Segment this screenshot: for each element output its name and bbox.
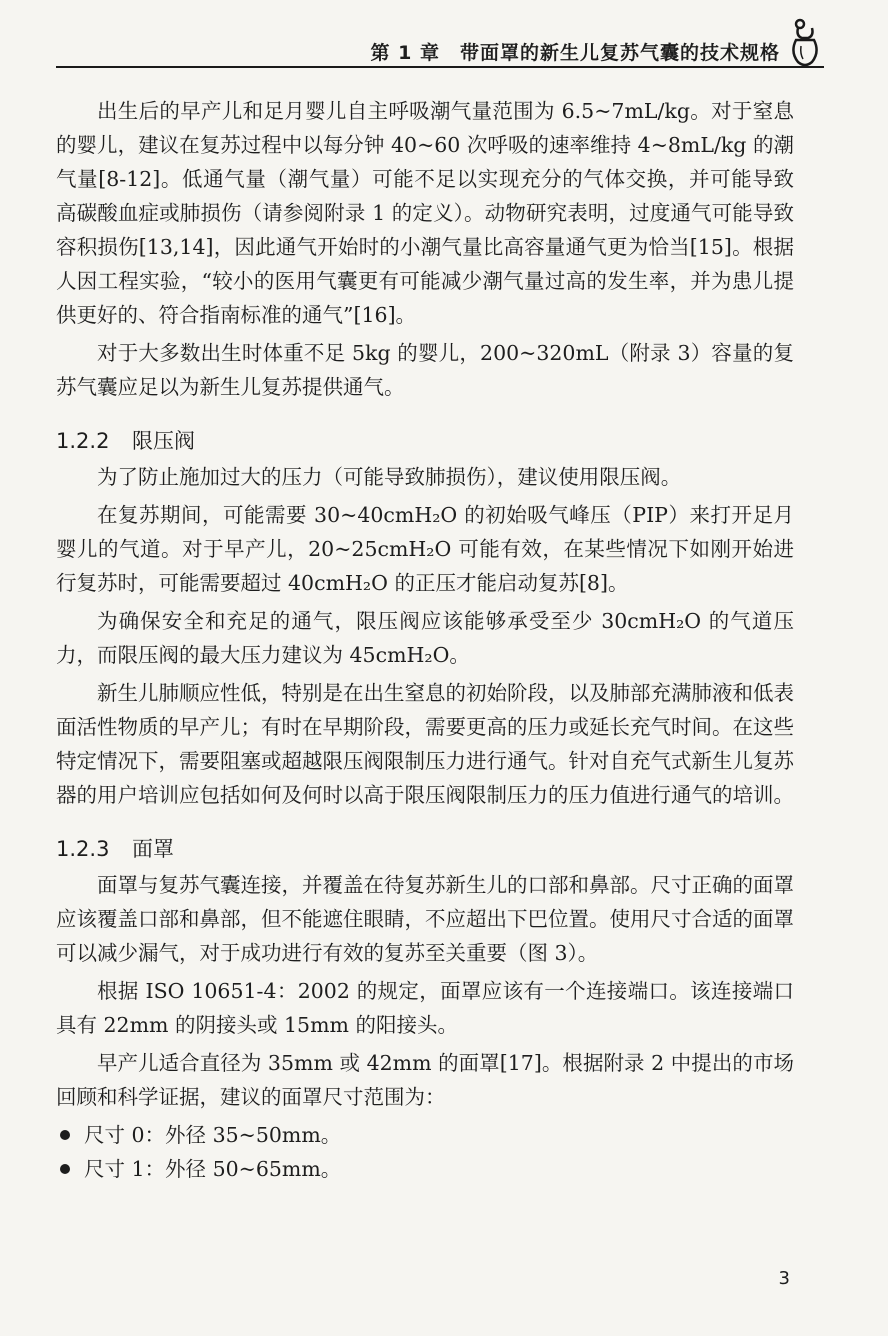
page-body [56, 94, 794, 1186]
resuscitator-bag-icon [788, 18, 822, 68]
paragraph: 根据 ISO 10651-4：2002 的规定，面罩应该有一个连接端口。该连接端口具有 22mm 的阴接头或 15mm 的阳接头。 [56, 979, 794, 1037]
bullet-icon [60, 1164, 70, 1174]
chapter-title: 第 1 章 带面罩的新生儿复苏气囊的技术规格 [370, 42, 780, 64]
list-item: 尺寸 1：外径 50~65mm。 [56, 1152, 794, 1186]
running-header [56, 36, 824, 68]
paragraph: 在复苏期间，可能需要 30~40cmH₂O 的初始吸气峰压（PIP）来打开足月婴儿的气道。对于早产儿，20~25cmH₂O 可能有效，在某些情况下如刚开始进行复苏时，可能需要超过 40cmH₂O 的正压才能启动复苏[8]。 [56, 503, 794, 595]
section-title: 面罩 [132, 837, 174, 861]
paragraph: 面罩与复苏气囊连接，并覆盖在待复苏新生儿的口部和鼻部。尺寸正确的面罩应该覆盖口部和鼻部，但不能遮住眼睛，不应超出下巴位置。使用尺寸合适的面罩可以减少漏气，对于成功进行有效的复苏至关重要（图 3）。 [56, 873, 794, 965]
paragraph: 新生儿肺顺应性低，特别是在出生窒息的初始阶段，以及肺部充满肺液和低表面活性物质的早产儿；有时在早期阶段，需要更高的压力或延长充气时间。在这些特定情况下，需要阻塞或超越限压阀限制压力进行通气。针对自充气式新生儿复苏器的用户培训应包括如何及何时以高于限压阀限制压力的压力值进行通气的培训。 [56, 681, 794, 807]
paragraph: 出生后的早产儿和足月婴儿自主呼吸潮气量范围为 6.5~7mL/kg。对于窒息的婴儿，建议在复苏过程中以每分钟 40~60 次呼吸的速率维持 4~8mL/kg 的潮气量[8-12]。低通气量（潮气量）可能不足以实现充分的气体交换，并可能导致高碳酸血症或肺损伤（请参阅附录 1 的定义）。动物研究表明，过度通气可能导致容积损伤[13,14]，因此通气开始时的小潮气量比高容量通气更为恰当[15]。根据人因工程实验，“较小的医用气囊更有可能减少潮气量过高的发生率，并为患儿提供更好的、符合指南标准的通气”[16]。 [56, 99, 794, 327]
bullet-icon [60, 1130, 70, 1140]
section-title: 限压阀 [132, 429, 195, 453]
paragraph: 对于大多数出生时体重不足 5kg 的婴儿，200~320mL（附录 3）容量的复苏气囊应足以为新生儿复苏提供通气。 [56, 341, 794, 399]
section-number: 1.2.2 [56, 429, 110, 453]
section-number: 1.2.3 [56, 837, 110, 861]
paragraph: 早产儿适合直径为 35mm 或 42mm 的面罩[17]。根据附录 2 中提出的市场回顾和科学证据，建议的面罩尺寸范围为： [56, 1051, 794, 1109]
list-item: 尺寸 0：外径 35~50mm。 [56, 1118, 794, 1152]
section-heading-1-2-3 [56, 832, 794, 866]
paragraph: 为了防止施加过大的压力（可能导致肺损伤），建议使用限压阀。 [97, 465, 682, 489]
section-heading-1-2-2 [56, 424, 794, 458]
mask-size-list [56, 1118, 794, 1186]
page-number: 3 [778, 1268, 790, 1289]
paragraph: 为确保安全和充足的通气，限压阀应该能够承受至少 30cmH₂O 的气道压力，而限压阀的最大压力建议为 45cmH₂O。 [56, 609, 794, 667]
